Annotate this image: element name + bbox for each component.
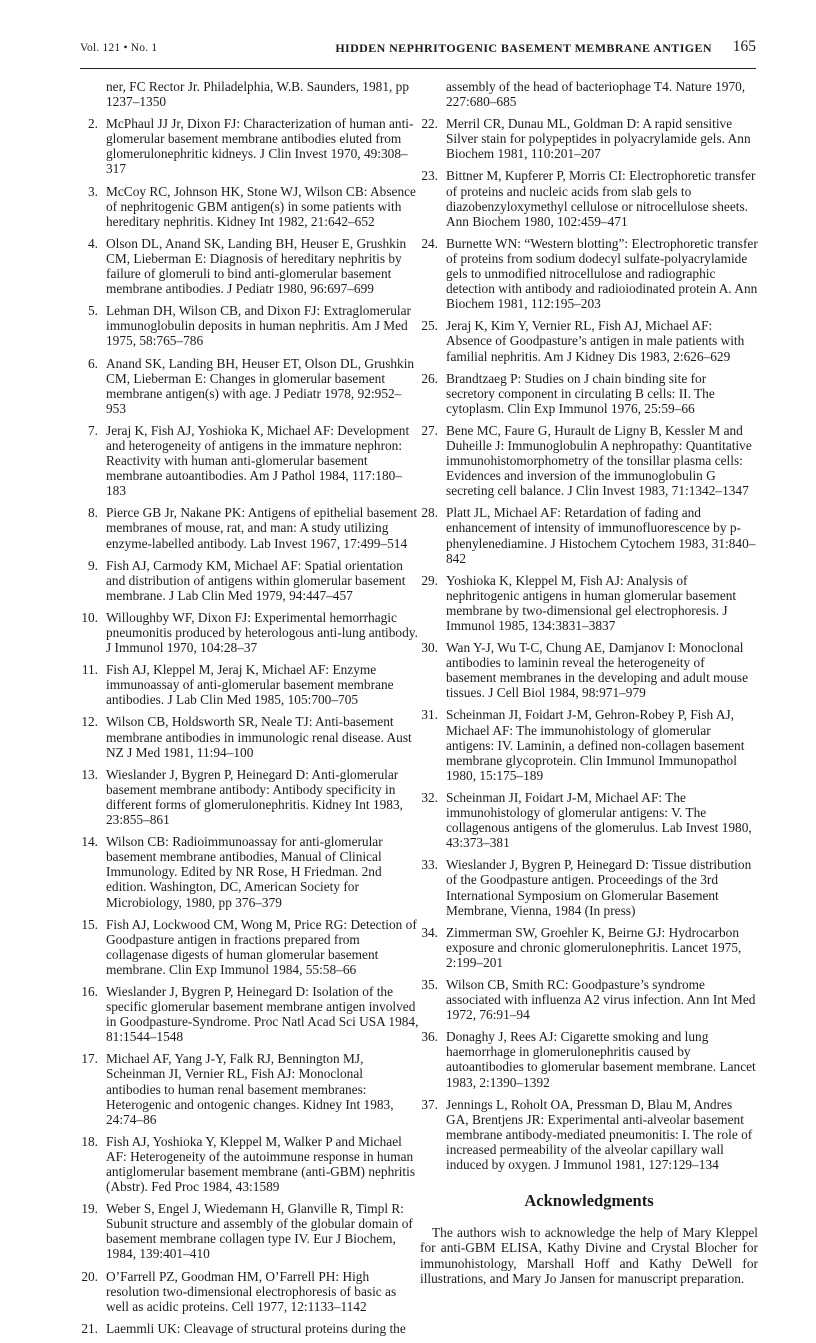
reference-item	[80, 1134, 420, 1194]
reference-number: 23.	[421, 168, 438, 184]
reference-text: Wieslander J, Bygren P, Heinegard D: Tissue distribution of the Goodpasture antigen. Proceedings of the 3rd International Symposium on Glomerular Basement Membrane, Vienna, 1984 (In press)	[446, 857, 752, 918]
reference-number: 22.	[421, 116, 438, 132]
reference-list-left	[80, 79, 420, 1336]
volume-issue: Vol. 121 • No. 1	[80, 42, 158, 54]
reference-number: 2.	[87, 116, 98, 132]
reference-text: Weber S, Engel J, Wiedemann H, Glanville R, Timpl R: Subunit structure and assembly of the globular domain of basement membrane collagen type IV. Eur J Biochem, 1984, 139:401–410	[106, 1201, 413, 1262]
reference-item	[80, 610, 420, 655]
reference-item	[420, 790, 758, 850]
reference-text: Scheinman JI, Foidart J-M, Michael AF: The immunohistology of glomerular antigens: V. The collagenous antigens of the glomerulus. Lab Invest 1980, 43:373–381	[446, 789, 752, 851]
reference-number: 28.	[421, 505, 438, 521]
reference-item	[80, 1321, 420, 1336]
reference-item	[420, 371, 758, 416]
reference-item	[420, 925, 758, 970]
reference-number: 31.	[421, 707, 438, 723]
reference-item	[80, 303, 420, 348]
reference-number: 32.	[421, 789, 438, 805]
reference-number: 12.	[81, 714, 98, 730]
reference-number: 30.	[421, 640, 438, 656]
reference-item	[420, 707, 758, 782]
reference-text: Fish AJ, Lockwood CM, Wong M, Price RG: Detection of Goodpasture antigen in fractions prepared from collagenase digests of human glomerular basement membrane. Clin Exp Immunol 1984, 55:58–66	[106, 916, 417, 977]
reference-item	[80, 79, 420, 109]
reference-item	[420, 640, 758, 700]
reference-item	[80, 423, 420, 498]
reference-item	[80, 1201, 420, 1261]
reference-text: Platt JL, Michael AF: Retardation of fading and enhancement of intensity of immunofluorescence by p-phenylenediamine. J Histochem Cytochem 1983, 31:840–842	[446, 505, 756, 566]
reference-item	[80, 505, 420, 550]
reference-list-right	[420, 79, 758, 1172]
reference-text: Jennings L, Roholt OA, Pressman D, Blau M, Andres GA, Brentjens JR: Experimental anti-alveolar basement membrane antibody-mediated pneumonitis: I. The role of increased permeability of the alveolar capillary wall induced by oxygen. J Immunol 1981, 127:129–134	[446, 1096, 753, 1172]
acknowledgments-heading: Acknowledgments	[524, 1191, 654, 1211]
reference-number: 21.	[81, 1320, 98, 1336]
reference-number: 11.	[81, 662, 98, 678]
reference-item	[80, 184, 420, 229]
reference-text: Jeraj K, Fish AJ, Yoshioka K, Michael AF: Development and heterogeneity of antigens in the immature nephron: Reactivity with human anti-glomerular basement membrane autoantibodies. Am J Pathol 1984, 117:180–183	[106, 422, 410, 499]
page-number: 165	[732, 38, 756, 55]
reference-number: 20.	[81, 1268, 98, 1284]
reference-text: assembly of the head of bacteriophage T4. Nature 1970, 227:680–685	[446, 79, 746, 110]
reference-item	[420, 423, 758, 498]
reference-text: Wieslander J, Bygren P, Heinegard D: Anti-glomerular basement membrane antibody: Antibody specificity in different forms of glomerulonephritis. Kidney Int 1983, 23:855–861	[106, 766, 403, 828]
reference-number: 9.	[87, 557, 98, 573]
reference-text: Wilson CB, Holdsworth SR, Neale TJ: Anti-basement membrane antibodies in immunologic renal disease. Aust NZ J Med 1981, 11:94–100	[106, 714, 412, 760]
reference-text: O’Farrell PZ, Goodman HM, O’Farrell PH: High resolution two-dimensional electrophoresis of basic as well as acidic proteins. Cell 1977, 12:1133–1142	[106, 1268, 397, 1314]
reference-item	[80, 116, 420, 176]
reference-item	[420, 573, 758, 633]
reference-number: 14.	[81, 834, 98, 850]
reference-item	[420, 79, 758, 109]
reference-text: McPhaul JJ Jr, Dixon FJ: Characterization of human anti-glomerular basement membrane antibodies eluted from glomerulonephritic kidneys. J Clin Invest 1970, 49:308–317	[106, 116, 414, 177]
reference-text: Bittner M, Kupferer P, Morris CI: Electrophoretic transfer of proteins and nucleic acids from slab gels to diazobenzyloxymethyl cellulose or nitrocellulose sheets. Ann Biochem 1980, 102:459–471	[446, 168, 756, 229]
reference-text: Scheinman JI, Foidart J-M, Gehron-Robey P, Fish AJ, Michael AF: The immunohistology of glomerular antigens: IV. Laminin, a defined non-collagen basement membrane glycoprotein. Clin Immunol Immunopathol 1980, 15:175–189	[446, 707, 745, 783]
reference-number: 34.	[421, 924, 438, 940]
reference-text: Wilson CB: Radioimmunoassay for anti-glomerular basement membrane antibodies, Manual of Clinical Immunology. Edited by NR Rose, H Friedman. 2nd edition. Washington, DC, American Society for Microbiology, 1980, pp 376–379	[106, 834, 383, 910]
reference-text: Brandtzaeg P: Studies on J chain binding site for secretory component in circulating B cells: II. The cytoplasm. Clin Exp Immunol 1976, 25:59–66	[446, 370, 715, 416]
reference-number: 37.	[421, 1096, 438, 1112]
reference-text: Yoshioka K, Kleppel M, Fish AJ: Analysis of nephritogenic antigens in human glomerular basement membrane by two-dimensional gel electrophoresis. J Immunol 1985, 134:3831–3837	[446, 572, 737, 633]
reference-text: Jeraj K, Kim Y, Vernier RL, Fish AJ, Michael AF: Absence of Goodpasture’s antigen in male patients with familial nephritis. Am J Kidney Dis 1983, 2:626–629	[446, 318, 745, 364]
reference-text: Anand SK, Landing BH, Heuser ET, Olson DL, Grushkin CM, Lieberman E: Changes in glomerular basement membrane antigen(s) with age. J Pediatr 1978, 92:952–953	[106, 355, 415, 416]
reference-item	[80, 1051, 420, 1126]
reference-number: 19.	[81, 1201, 98, 1217]
reference-number: 36.	[421, 1029, 438, 1045]
reference-text: Willoughby WF, Dixon FJ: Experimental hemorrhagic pneumonitis produced by heterologous anti-lung antibody. J Immunol 1970, 104:28–37	[106, 609, 418, 656]
reference-number: 24.	[421, 235, 438, 251]
reference-text: Wieslander J, Bygren P, Heinegard D: Isolation of the specific glomerular basement membrane antigen involved in Goodpasture-Syndrome. Proc Natl Acad Sci USA 1984, 81:1544–1548	[106, 983, 419, 1045]
reference-number: 7.	[87, 422, 98, 438]
reference-item	[420, 236, 758, 311]
reference-number: 35.	[421, 976, 438, 992]
right-column	[420, 79, 758, 1286]
reference-text: Fish AJ, Kleppel M, Jeraj K, Michael AF: Enzyme immunoassay of anti-glomerular basement membrane antibodies. J Lab Clin Med 1985, 105:700–705	[106, 662, 394, 708]
reference-item	[420, 1097, 758, 1172]
reference-number: 8.	[87, 505, 98, 521]
reference-item	[420, 116, 758, 161]
reference-text: Donaghy J, Rees AJ: Cigarette smoking and lung haemorrhage in glomerulonephritis caused by autoantibodies to glomerular basement membrane. Lancet 1983, 2:1390–1392	[446, 1029, 756, 1090]
reference-text: Fish AJ, Carmody KM, Michael AF: Spatial orientation and distribution of antigens within glomerular basement membrane. J Lab Clin Med 1979, 94:447–457	[106, 557, 406, 603]
reference-text: Michael AF, Yang J-Y, Falk RJ, Bennington MJ, Scheinman JI, Vernier RL, Fish AJ: Monoclonal antibodies to human renal basement membranes: Heterogenic and ontogenic changes. Kidney Int 1983, 24:74–86	[106, 1051, 394, 1127]
reference-text: Fish AJ, Yoshioka Y, Kleppel M, Walker P and Michael AF: Heterogeneity of the autoimmune response in human antiglomerular basement membrane (anti-GBM) nephritis (Abstr). Fed Proc 1984, 43:1589	[106, 1133, 416, 1195]
reference-item	[420, 168, 758, 228]
page-header	[80, 40, 756, 69]
reference-item	[420, 1029, 758, 1089]
reference-item	[80, 984, 420, 1044]
reference-item	[420, 857, 758, 917]
reference-text: McCoy RC, Johnson HK, Stone WJ, Wilson CB: Absence of nephritogenic GBM antigen(s) in some patients with hereditary nephritis. Kidney Int 1982, 21:642–652	[106, 183, 416, 229]
reference-number: 16.	[81, 983, 98, 999]
reference-text: Olson DL, Anand SK, Landing BH, Heuser E, Grushkin CM, Lieberman E: Diagnosis of hereditary nephritis by failure of glomeruli to bind anti-glomerular basement membrane antibodies. J Pediatr 1980, 96:697–699	[106, 235, 407, 297]
reference-item	[80, 834, 420, 909]
reference-number: 18.	[81, 1133, 98, 1149]
reference-number: 15.	[81, 916, 98, 932]
reference-text: Merril CR, Dunau ML, Goldman D: A rapid sensitive Silver stain for polypeptides in polyacrylamide gels. Ann Biochem 1981, 110:201–207	[446, 116, 751, 162]
reference-item	[80, 356, 420, 416]
reference-text: ner, FC Rector Jr. Philadelphia, W.B. Saunders, 1981, pp 1237–1350	[106, 79, 410, 110]
reference-number: 10.	[81, 609, 98, 625]
reference-number: 25.	[421, 318, 438, 334]
reference-text: Zimmerman SW, Groehler K, Beirne GJ: Hydrocarbon exposure and chronic glomerulonephritis. Lancet 1975, 2:199–201	[446, 924, 742, 970]
reference-item	[80, 662, 420, 707]
reference-number: 3.	[87, 183, 98, 199]
reference-text: Burnette WN: “Western blotting”: Electrophoretic transfer of proteins from sodium dodecyl sulfate-polyacrylamide gels to unmodified nitrocellulose and radiographic detection with antibody and radioiodinated protein A. Ann Biochem 1981, 112:195–203	[446, 235, 758, 312]
reference-number: 17.	[81, 1051, 98, 1067]
reference-number: 13.	[81, 766, 98, 782]
reference-text: Bene MC, Faure G, Hurault de Ligny B, Kessler M and Duheille J: Immunoglobulin A nephropathy: Quantitative immunohistomorphometry of the tonsillar plasma cells: Evidences and inversion of the immunoglobulin G secreting cell balance. J Clin Invest 1983, 71:1342–1347	[446, 422, 752, 499]
reference-number: 4.	[87, 235, 98, 251]
reference-item	[80, 767, 420, 827]
reference-item	[80, 558, 420, 603]
running-title: HIDDEN NEPHRITOGENIC BASEMENT MEMBRANE ANTIGEN	[335, 41, 712, 55]
reference-text: Pierce GB Jr, Nakane PK: Antigens of epithelial basement membranes of mouse, rat, and man: A study utilizing enzyme-labelled antibody. Lab Invest 1967, 17:499–514	[106, 505, 418, 551]
reference-number: 29.	[421, 572, 438, 588]
reference-number: 26.	[421, 370, 438, 386]
reference-text: Laemmli UK: Cleavage of structural proteins during the	[106, 1320, 406, 1336]
reference-number: 5.	[87, 303, 98, 319]
left-column	[80, 79, 420, 1343]
reference-text: Lehman DH, Wilson CB, and Dixon FJ: Extraglomerular immunoglobulin deposits in human nephritis. Am J Med 1975, 58:765–786	[106, 303, 411, 349]
reference-text: Wan Y-J, Wu T-C, Chung AE, Damjanov I: Monoclonal antibodies to laminin reveal the heterogeneity of basement membranes in the developing and adult mouse tissues. J Cell Biol 1984, 98:971–979	[446, 640, 749, 701]
reference-item	[80, 1269, 420, 1314]
reference-item	[80, 714, 420, 759]
reference-item	[80, 917, 420, 977]
reference-item	[420, 505, 758, 565]
reference-item	[80, 236, 420, 296]
reference-item	[420, 977, 758, 1022]
reference-number: 27.	[421, 422, 438, 438]
reference-text: Wilson CB, Smith RC: Goodpasture’s syndrome associated with influenza A2 virus infection. Ann Int Med 1972, 76:91–94	[446, 976, 756, 1023]
reference-number: 6.	[87, 355, 98, 371]
acknowledgments-text: The authors wish to acknowledge the help of Mary Kleppel for anti-GBM ELISA, Kathy Divine and Crystal Blocher for immunohistology, Marshall Hoff and Kathy DeWell for illustrations, and Mary Jo Jansen for manuscript preparation.	[420, 1225, 758, 1286]
reference-item	[420, 318, 758, 363]
reference-number: 33.	[421, 857, 438, 873]
